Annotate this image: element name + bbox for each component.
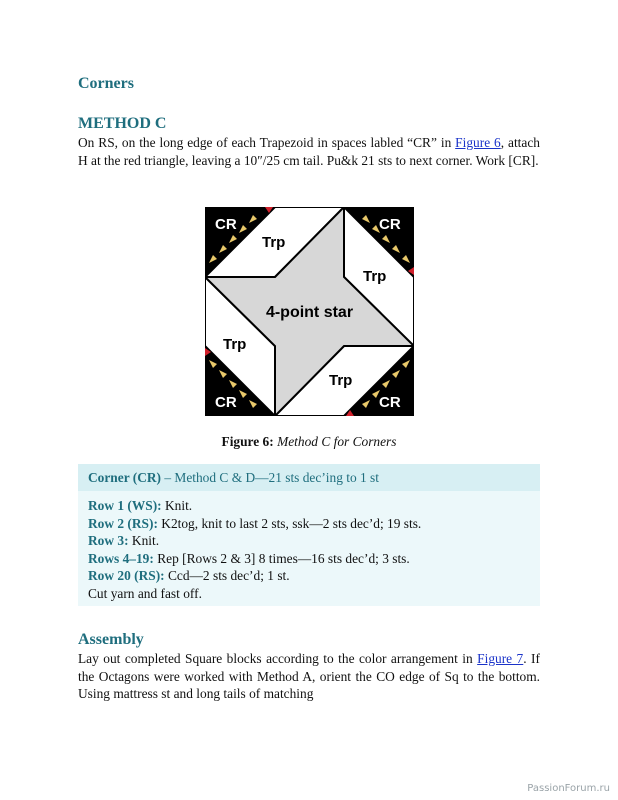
trp-label-right: Trp (363, 268, 387, 285)
instruction-row (88, 567, 540, 585)
method-c-corners-svg (205, 207, 414, 416)
assembly-paragraph (78, 650, 540, 703)
row-label: Row 1 (WS): (88, 498, 162, 513)
corner-instructions-box (78, 464, 540, 606)
assembly-text-a: Lay out completed Square blocks according to the color arrangement in (78, 651, 478, 666)
corner-box-title: Corner (CR) (88, 470, 162, 485)
caption-figure-number: Figure 6: (221, 434, 274, 449)
corner-box-body (78, 491, 540, 602)
method-c-text-b: , attach H at the red triangle, leaving a 10″/25 cm tail. Pu&k 21 sts to next corner. Work [CR]. (78, 135, 540, 168)
corner-box-header (78, 464, 540, 491)
cr-label-top-right: CR (379, 216, 401, 233)
cr-label-top-left: CR (215, 216, 237, 233)
instruction-row (88, 532, 540, 550)
trp-label-bottom: Trp (329, 372, 353, 389)
row-label: Row 20 (RS): (88, 568, 165, 583)
figure-6-caption (78, 434, 540, 450)
row-label: Row 3: (88, 533, 129, 548)
trp-label-left: Trp (223, 336, 247, 353)
row-text: Ccd—2 sts dec’d; 1 st. (164, 568, 290, 583)
corner-box-subtitle: – Method C & D—21 sts dec’ing to 1 st (161, 470, 379, 485)
row-text: Rep [Rows 2 & 3] 8 times—16 sts dec’d; 3 sts. (153, 550, 410, 566)
figure-7-link[interactable]: Figure 7 (477, 651, 524, 666)
assembly-text-b: . If the Octagons were worked with Method A, orient the CO edge of Sq to the bottom. Using mattress st and long tails of matching (78, 651, 540, 701)
instruction-row (88, 550, 540, 568)
star-center-label: 4-point star (265, 304, 354, 321)
trp-label-top: Trp (262, 234, 286, 251)
heading-corners: Corners (78, 75, 134, 92)
instruction-row (88, 497, 540, 515)
heading-assembly: Assembly (78, 631, 144, 648)
row-label: Row 2 (RS): (88, 515, 158, 531)
figure-6-link[interactable]: Figure 6 (455, 135, 501, 150)
row-label: Rows 4–19: (88, 550, 154, 566)
cr-label-bottom-left: CR (215, 394, 237, 411)
watermark: PassionForum.ru (527, 783, 610, 794)
row-text: Knit. (161, 498, 193, 513)
figure-6-diagram (205, 207, 414, 416)
instruction-row (88, 515, 540, 533)
row-text: Knit. (128, 533, 160, 548)
heading-method-c: METHOD C (78, 115, 167, 132)
row-text: K2tog, knit to last 2 sts, ssk—2 sts dec’d; 19 sts. (157, 515, 422, 531)
instruction-final: Cut yarn and fast off. (88, 585, 202, 601)
method-c-paragraph (78, 134, 540, 169)
cr-label-bottom-right: CR (379, 394, 401, 411)
method-c-text-a: On RS, on the long edge of each Trapezoid in spaces labled “CR” in (78, 135, 456, 150)
caption-title: Method C for Corners (277, 434, 397, 449)
